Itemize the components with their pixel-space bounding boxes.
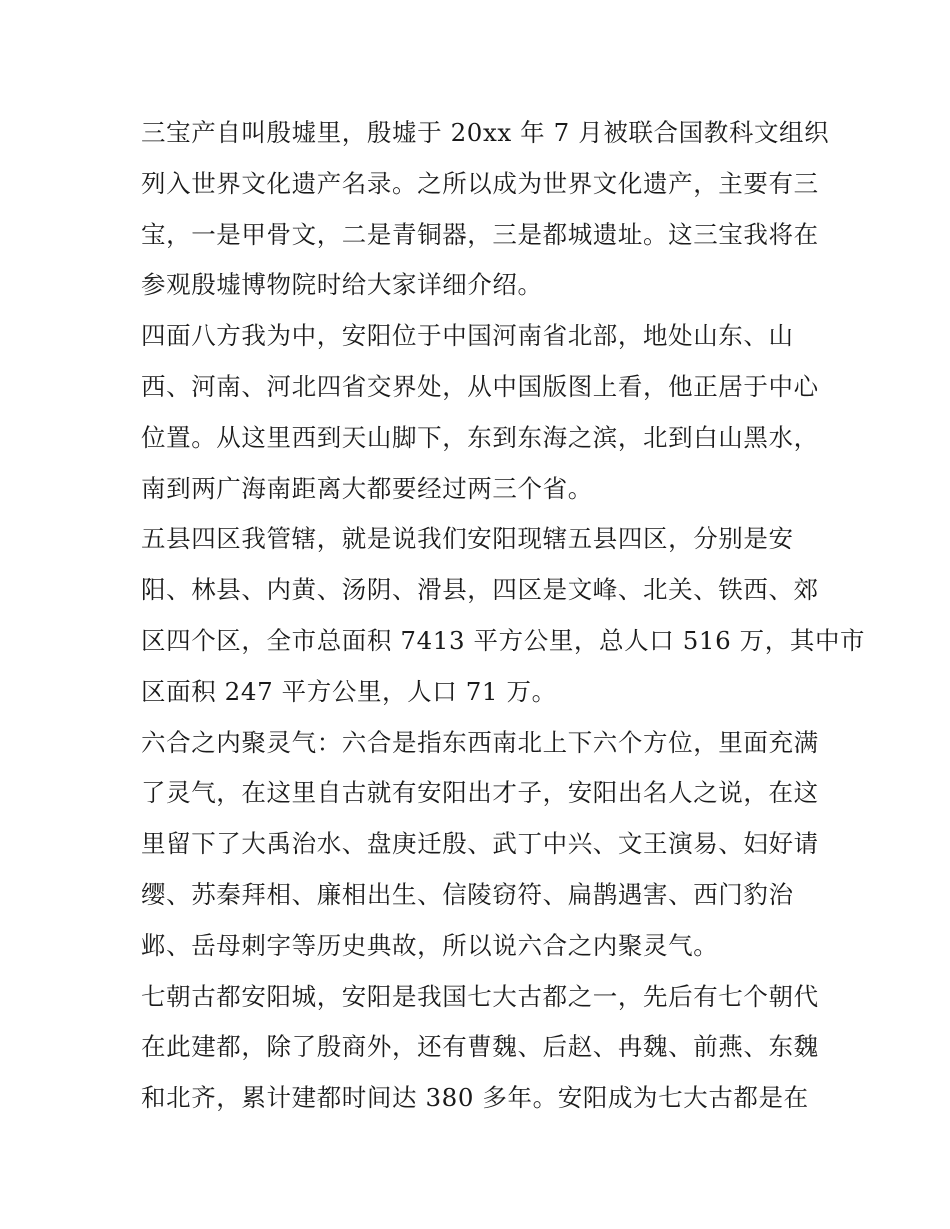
text-line: 南到两广海南距离大都要经过两三个省。	[141, 473, 593, 503]
text-line: 在此建都，除了殷商外，还有曹魏、后赵、冉魏、前燕、东魏	[141, 1032, 819, 1062]
text-line: 里留下了大禹治水、盘庚迁殷、武丁中兴、文王演易、妇好请	[141, 829, 819, 859]
text-line: 区面积 247 平方公里，人口 71 万。	[141, 676, 557, 706]
text-line: 和北齐，累计建都时间达 380 多年。安阳成为七大古都是在	[141, 1083, 809, 1113]
paragraph-wuxian	[141, 514, 866, 717]
text-line: 了灵气，在这里自古就有安阳出才子，安阳出名人之说，在这	[141, 778, 819, 808]
text-line: 列入世界文化遗产名录。之所以成为世界文化遗产，主要有三	[141, 168, 819, 198]
paragraph-simian	[141, 311, 821, 514]
text-line: 五县四区我管辖，就是说我们安阳现辖五县四区，分别是安	[141, 524, 794, 554]
text-line: 阳、林县、内黄、汤阴、滑县，四区是文峰、北关、铁西、郊	[141, 575, 819, 605]
text-line: 参观殷墟博物院时给大家详细介绍。	[141, 270, 543, 300]
text-line: 西、河南、河北四省交界处，从中国版图上看，他正居于中心	[141, 371, 819, 401]
text-line: 区四个区，全市总面积 7413 平方公里，总人口 516 万，其中市	[141, 625, 866, 655]
text-line: 三宝产自叫殷墟里，殷墟于 20xx 年 7 月被联合国教科文组织	[141, 118, 830, 147]
text-line: 邺、岳母刺字等历史典故，所以说六合之内聚灵气。	[141, 930, 719, 960]
text-line: 缨、苏秦拜相、廉相出生、信陵窃符、扁鹊遇害、西门豹治	[141, 879, 794, 909]
text-line: 位置。从这里西到天山脚下，东到东海之滨，北到白山黑水，	[141, 422, 819, 452]
text-line: 六合之内聚灵气：六合是指东西南北上下六个方位，里面充满	[141, 727, 819, 757]
paragraph-liuhe	[141, 718, 821, 972]
body-text	[141, 108, 866, 1124]
text-line: 七朝古都安阳城，安阳是我国七大古都之一，先后有七个朝代	[141, 981, 819, 1011]
text-line: 宝，一是甲骨文，二是青铜器，三是都城遗址。这三宝我将在	[141, 219, 819, 249]
text-line: 四面八方我为中，安阳位于中国河南省北部，地处山东、山	[141, 321, 794, 351]
paragraph-sanbao	[141, 108, 830, 311]
paragraph-qichao	[141, 972, 821, 1124]
